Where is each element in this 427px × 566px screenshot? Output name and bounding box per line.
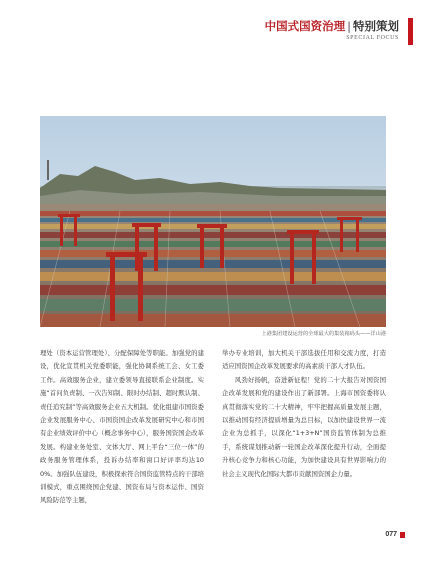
port-photo xyxy=(40,116,386,327)
right-column xyxy=(222,347,386,481)
section-title: 特别策划 xyxy=(353,19,399,33)
left-column-text: 理处（资本运营管理处）、分配保障处等职能。加强党的建设，优化宣贯机关党委职能，强化协调系统工会、女工委工作。高效服务企业，建立委领导直接联系企业制度。实施“首问负责制、一次告知制、限时办结制、超时默认制、责任追究制”等高效服务企业五大机制。优化组建市国资委企业发展服务中心、市国资国企改革发展研究中心和市国有企业绩效评价中心（概念事务中心），服务国资国企改革发展。构建业务处室、文体大厅、网上平台“三位一体”的政务服务管理体系，投诉办结率和窗口好评率均达100%。加强队伍建设，积极探索符合国资监管特点的干部培训模式，重点围绕国企党建、国资布局与资本运作、国资风险防范等主题， xyxy=(40,349,204,505)
header-separator: | xyxy=(347,19,351,33)
section-subtitle: SPECIAL FOCUS xyxy=(346,35,399,41)
header-accent-bar xyxy=(408,18,413,45)
magazine-column-title: 中国式国资治理 xyxy=(264,19,346,33)
page-number: 077 xyxy=(385,531,397,538)
page-number-marker xyxy=(400,532,405,538)
page-header xyxy=(153,14,413,48)
left-column xyxy=(40,347,204,508)
photo-caption: 上港集团建设运营的全球最大的集装箱码头——洋山港 xyxy=(261,331,386,337)
right-paragraph-2: 风劲好扬帆，奋进新征程！党的二十大报告对国资国企改革发展和党的建设作出了新部署。上海市国资委将认真贯彻落实党的二十大精神，牢牢把握高质量发展主题，以推动国有经济提质增量为总目标，以加快建设世界一流企业为总抓手，以深化“1+3+N”国资监管体制为总推手，系统谋划推动新一轮国企改革深化提升行动，全面提升核心竞争力和核心功能，为加快建设具有世界影响力的社会主义现代化国际大都市贡献国资国企力量。 xyxy=(222,375,386,478)
header-title xyxy=(265,18,399,34)
right-paragraph-1: 举办专业培训，加大机关干部选拔任用和交流力度，打造适应国资国企改革发展要求的高素质干部人才队伍。 xyxy=(222,349,386,371)
